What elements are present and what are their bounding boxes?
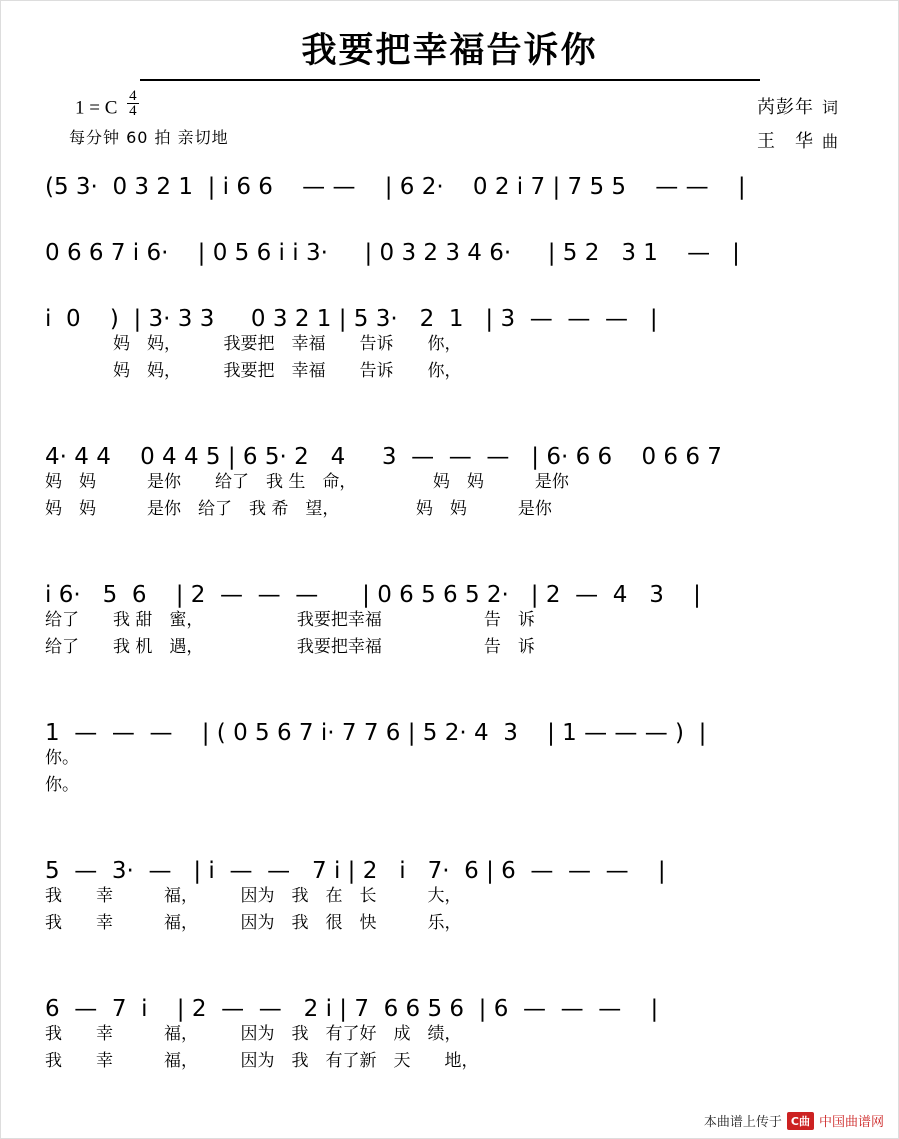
lyric-verse-1: 给了 我 甜 蜜， 我要把幸福 告 诉 [45,610,535,630]
system-spacer [45,937,854,977]
lyric-verse-1: 你。 [45,748,79,768]
lyric-verse-2: 妈 妈 是你 给了 我 希 望， 妈 妈 是你 [45,499,552,519]
notation-line: 4· 4 4 0 4 4 5 | 6 5· 2 4 3 — — — | 6· 6 6 0 6 6 7 [45,444,722,470]
system-spacer [45,523,854,563]
notation-line: (5 3· 0 3 2 1 | i 6 6 — — | 6 2· 0 2 i 7 | 7 5 5 — — | [45,174,746,200]
key-signature [75,89,139,119]
lyric-verse-2: 给了 我 机 遇， 我要把幸福 告 诉 [45,637,535,657]
system-4 [45,425,854,523]
notation-line: 0 6 6 7 i 6· | 0 5 6 i i 3· | 0 3 2 3 4 6· | 5 2 3 1 — | [45,240,740,266]
lyric-verse-2: 我 幸 福， 因为 我 很 快 乐， [45,913,462,933]
lyric-verse-2: 我 幸 福， 因为 我 有了新 天 地， [45,1051,479,1071]
footer-text: 本曲谱上传于 [703,1115,782,1130]
system-5 [45,563,854,661]
lyric-verse-1: 妈 妈， 我要把 幸福 告诉 你， [45,334,462,354]
notation-line: i 0 ) | 3· 3 3 0 3 2 1 | 5 3· 2 1 | 3 — — — | [45,306,658,332]
credit-lyricist-role: 词 [821,98,838,117]
key-signature-text: 1 = C [75,97,118,119]
system-3 [45,287,854,385]
system-spacer [45,385,854,425]
system-spacer [45,799,854,839]
time-signature-denominator: 4 [129,103,137,120]
lyric-verse-1: 妈 妈 是你 给了 我 生 命， 妈 妈 是你 [45,472,569,492]
system-7 [45,839,854,937]
notation-line: 5 — 3· — | i — — 7 i | 2 i 7· 6 | 6 — — — | [45,858,666,884]
system-spacer [45,265,854,287]
site-logo-icon: C曲 [787,1112,814,1130]
system-6 [45,701,854,799]
notation-line: i 6· 5 6 | 2 — — — | 0 6 5 6 5 2· | 2 — 4 3 | [45,582,701,608]
system-spacer [45,661,854,701]
time-signature-numerator: 4 [129,88,137,104]
credits-block [757,91,838,159]
lyric-verse-2: 妈 妈， 我要把 幸福 告诉 你， [45,361,462,381]
footer-watermark [704,1111,884,1130]
lyric-verse-2: 你。 [45,775,79,795]
system-8 [45,977,854,1075]
credit-composer-role: 曲 [821,132,838,152]
footer-site-name: 中国曲谱网 [818,1115,884,1130]
credit-composer-name: 王 华 [756,131,814,153]
lyric-verse-1: 我 幸 福， 因为 我 在 长 大， [45,886,462,906]
credit-lyricist-name: 芮彭年 [756,97,814,118]
time-signature [127,89,139,119]
system-2 [45,221,854,265]
system-1 [45,155,854,199]
notation-line: 6 — 7 i | 2 — — 2 i | 7 6 6 5 6 | 6 — — — | [45,996,659,1022]
page-title: 我要把幸福告诉你 [301,31,598,71]
tempo-marking: 每分钟 60 拍 亲切地 [69,128,229,147]
credit-lyricist [757,91,838,125]
system-spacer [45,199,854,221]
score-metadata [1,81,898,155]
notation-line: 1 — — — | ( 0 5 6 7 i· 7 7 6 | 5 2· 4 3 | 1 — — — ) | [45,720,707,746]
lyric-verse-1: 我 幸 福， 因为 我 有了好 成 绩， [45,1024,462,1044]
music-systems [1,155,898,1075]
